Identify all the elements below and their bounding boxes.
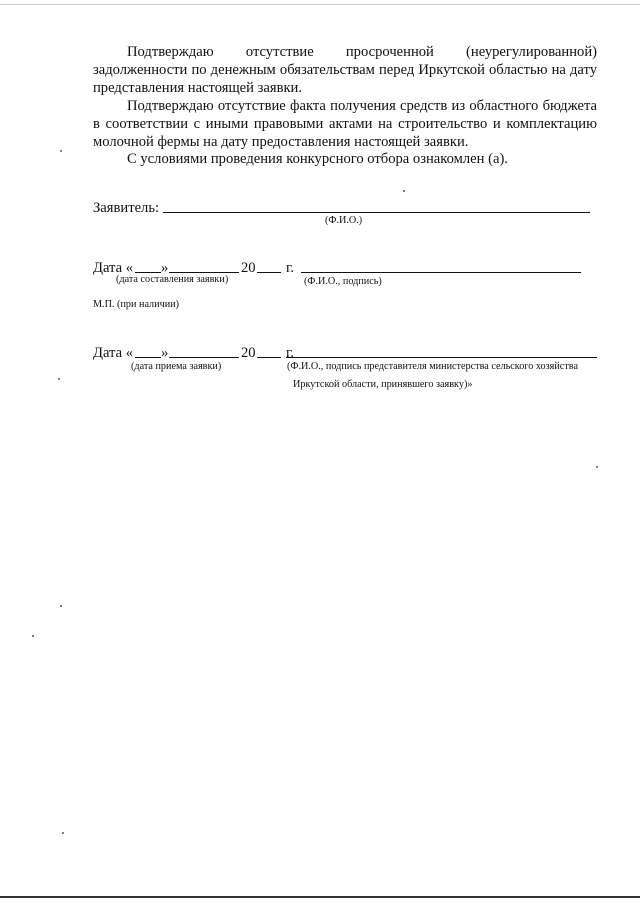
- date2-date-caption: (дата приема заявки): [131, 361, 222, 372]
- date2-day-line: [135, 357, 161, 358]
- scan-speck: [62, 832, 64, 834]
- date1-year-prefix: 20: [241, 260, 256, 276]
- date1-signature-line: [301, 272, 581, 273]
- scan-speck: [60, 150, 62, 152]
- conditions-acknowledgement: С условиями проведения конкурсного отбора ознакомлен (а).: [127, 151, 508, 167]
- date2-signature-line: [286, 357, 597, 358]
- date2-year-prefix: 20: [241, 345, 256, 361]
- confirmation-paragraph-funds: Подтверждаю отсутствие факта получения средств из областного бюджета в соответствии с иными правовыми актами на строительство и комплектацию молочной фермы на дату предоставления настоящей заявки.: [93, 98, 597, 151]
- scan-bottom-edge: [0, 896, 640, 898]
- date1-year-suffix: г.: [286, 260, 294, 276]
- date2-year-line: [257, 357, 281, 358]
- applicant-name-line: [163, 212, 590, 213]
- date1-date-caption: (дата составления заявки): [116, 274, 229, 285]
- date2-close-quote: »: [161, 345, 169, 361]
- date2-signature-caption-line2: Иркутской области, принявшего заявку)»: [293, 379, 473, 390]
- scan-speck: [596, 466, 598, 468]
- scan-speck: [32, 635, 34, 637]
- date1-signature-caption: (Ф.И.О., подпись): [304, 276, 382, 287]
- applicant-label: Заявитель:: [93, 200, 160, 216]
- confirmation-paragraph-debt: Подтверждаю отсутствие просроченной (неурегулированной) задолженности по денежным обязательствам перед Иркутской областью на дату представления настоящей заявки.: [93, 44, 597, 97]
- scan-speck: [60, 605, 62, 607]
- date1-label: Дата «: [93, 260, 134, 276]
- date2-year-suffix: г.: [286, 345, 294, 361]
- scan-speck: [58, 378, 60, 380]
- applicant-name-caption: (Ф.И.О.): [325, 215, 363, 226]
- scan-speck: [403, 190, 405, 192]
- date2-signature-caption-line1: (Ф.И.О., подпись представителя министерства сельского хозяйства: [287, 361, 578, 372]
- date1-year-line: [257, 272, 281, 273]
- scan-top-edge: [0, 4, 640, 5]
- date2-label: Дата «: [93, 345, 134, 361]
- date2-month-line: [169, 357, 239, 358]
- stamp-note: М.П. (при наличии): [93, 299, 180, 310]
- date1-close-quote: »: [161, 260, 169, 276]
